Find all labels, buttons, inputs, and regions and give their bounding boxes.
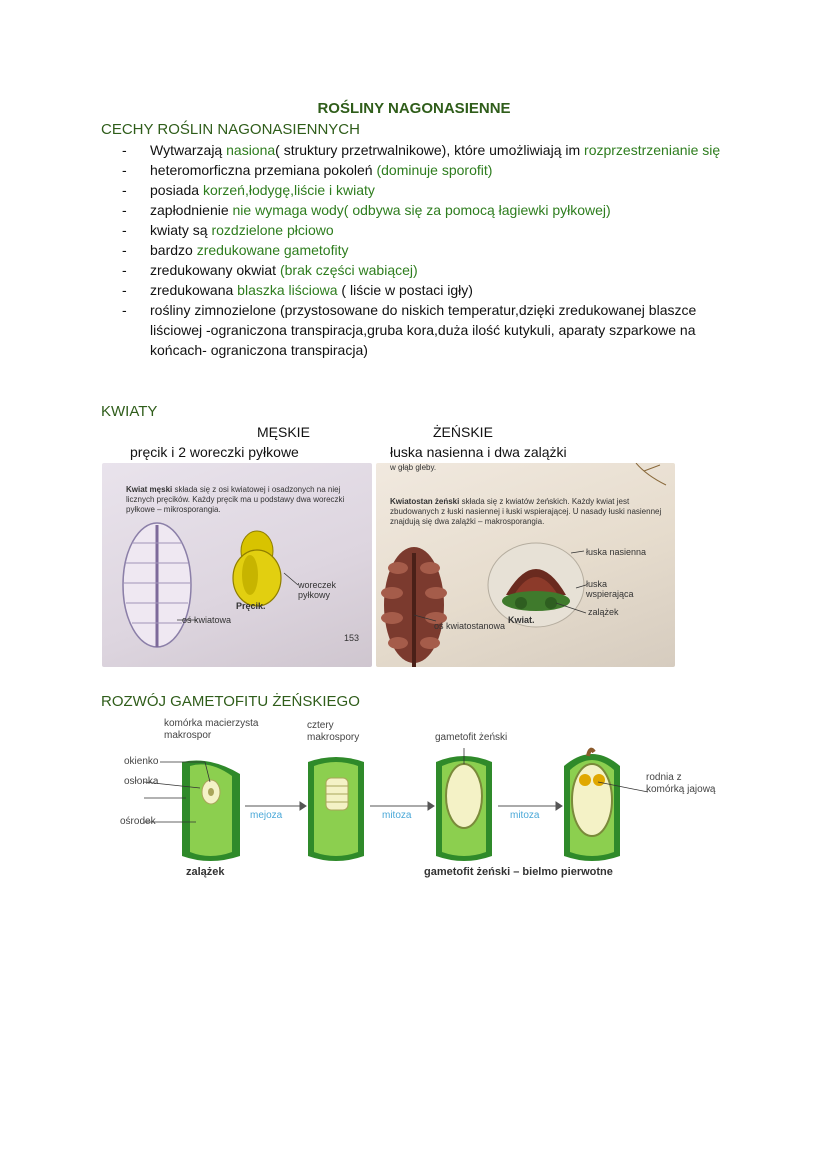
female-label: ŻEŃSKIE	[433, 424, 493, 440]
label-stamen: Pręcik.	[236, 601, 266, 611]
feature-item	[122, 240, 722, 260]
label-seed-scale: łuska nasienna	[586, 547, 647, 557]
feature-text: zredukowana	[150, 282, 238, 298]
development-heading: ROZWÓJ GAMETOFITU ŻEŃSKIEGO	[101, 693, 360, 710]
flowers-heading: KWIATY	[101, 403, 158, 420]
label-mother-cell: komórka macierzysta makrospor	[164, 718, 259, 741]
feature-text: posiada	[150, 182, 203, 198]
feature-text: zapłodnienie	[150, 202, 233, 218]
caption-ovule: zalążek	[186, 866, 225, 878]
feature-item	[122, 300, 722, 360]
label-bract-scale: łuska wspierająca	[586, 579, 634, 599]
features-list	[122, 140, 722, 360]
feature-item	[122, 220, 722, 240]
feature-highlight: (dominuje sporofit)	[376, 162, 493, 178]
male-photo-text: Kwiat męski składa się z osi kwiatowej i osadzonych na niej licznych pręcików. Każdy pręcik ma u podstawy dwa woreczki pyłkowe – mikrosporangia.	[126, 485, 345, 514]
feature-item	[122, 160, 722, 180]
step-mitosis-2: mitoza	[510, 810, 540, 821]
step-meiosis: mejoza	[250, 810, 283, 821]
label-ovule: zalążek	[588, 607, 619, 617]
gametophyte-diagram	[100, 716, 720, 906]
feature-item	[122, 260, 722, 280]
male-caption: pręcik i 2 woreczki pyłkowe	[130, 444, 299, 460]
label-pollen-sac: woreczek pyłkowy	[298, 580, 337, 600]
female-caption: łuska nasienna i dwa zalążki	[390, 444, 567, 460]
caption-gametophyte: gametofit żeński – bielmo pierwotne	[424, 866, 613, 878]
feature-highlight: (brak części wabiącej)	[279, 262, 418, 278]
feature-text: ( struktury przetrwalnikowe), które umożliwiają im	[275, 142, 585, 158]
page-number: 153	[344, 633, 360, 643]
label-flower-axis: oś kwiatowa	[182, 615, 232, 625]
label-archegonia: rodnia z komórką jajową	[646, 772, 716, 795]
features-heading: CECHY ROŚLIN NAGONASIENNYCH	[101, 121, 360, 138]
page-title: ROŚLINY NAGONASIENNE	[317, 100, 511, 117]
feature-text: heteromorficzna przemiana pokoleń	[150, 162, 377, 178]
feature-text: Wytwarzają	[150, 142, 227, 158]
feature-text: kwiaty są	[150, 222, 212, 238]
feature-highlight: rozprzestrzenianie się	[584, 142, 721, 158]
feature-item	[122, 140, 722, 160]
male-flower-illustration	[102, 463, 372, 667]
male-label: MĘSKIE	[257, 424, 310, 440]
label-integument: osłonka	[124, 776, 159, 787]
feature-highlight: rozdzielone płciowo	[211, 222, 334, 238]
step-mitosis-1: mitoza	[382, 810, 412, 821]
feature-highlight: zredukowane gametofity	[196, 242, 349, 258]
feature-item	[122, 180, 722, 200]
feature-highlight: blaszka liściowa	[237, 282, 338, 298]
feature-highlight: korzeń,łodygę,liście i kwiaty	[202, 182, 375, 198]
feature-highlight: nie wymaga wody( odbywa się za pomocą łagiewki pyłkowej)	[232, 202, 611, 218]
feature-text: bardzo	[150, 242, 197, 258]
label-four-spores: cztery makrospory	[307, 720, 360, 743]
feature-item	[122, 200, 722, 220]
female-flower-illustration	[376, 463, 675, 667]
label-micropyle: okienko	[124, 756, 159, 767]
female-flower-photo	[376, 463, 675, 667]
label-flower: Kwiat.	[508, 615, 535, 625]
female-photo-text: Kwiatostan żeński składa się z kwiatów żeńskich. Każdy kwiat jest zbudowanych z łuski nasiennej i łuski wspierającej. U nasady łuski nasiennej znajdują się dwa zalążki – makrosporangia.	[390, 497, 662, 526]
label-inflorescence-axis: oś kwiatostanowa	[434, 621, 506, 631]
feature-text: ( liście w postaci igły)	[337, 282, 473, 298]
feature-item	[122, 280, 722, 300]
male-flower-photo	[102, 463, 372, 667]
female-photo-top-text: w głąb gleby.	[390, 463, 437, 472]
feature-highlight: nasiona	[226, 142, 276, 158]
feature-text: rośliny zimnozielone (przystosowane do niskich temperatur,dzięki zredukowanej blaszce liściowej -ograniczona transpiracja,gruba kora,duża ilość kutykuli, aparaty szparkowe na końcach- ograniczona transpiracja)	[150, 302, 697, 358]
feature-text: zredukowany okwiat	[150, 262, 280, 278]
label-nucellus: ośrodek	[120, 816, 156, 827]
label-gametophyte: gametofit żeński	[435, 732, 508, 743]
